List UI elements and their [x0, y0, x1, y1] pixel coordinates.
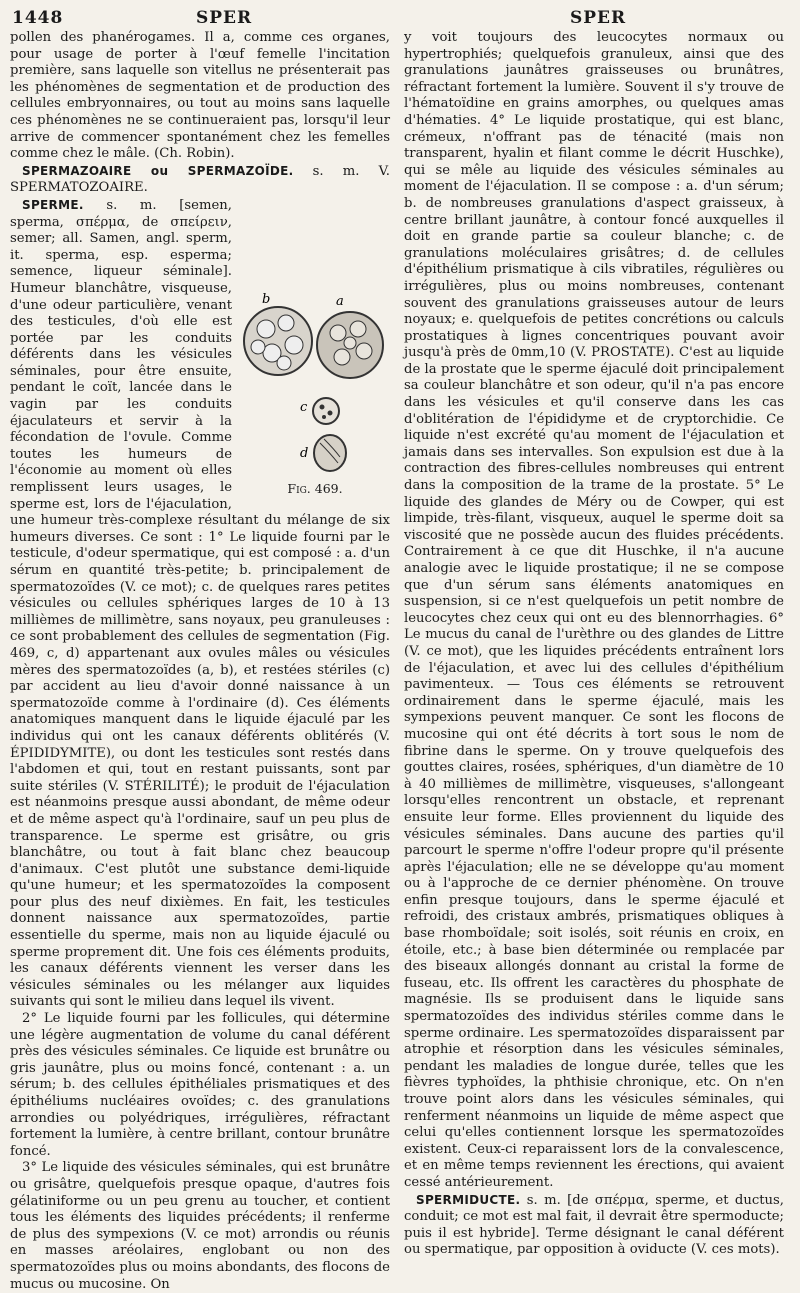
headword: SPERME.: [22, 197, 84, 212]
left-column: [10, 30, 390, 1292]
continuation-paragraph: pollen des phanérogames. Il a, comme ces organes, pour usage de porter à l'œuf femelle l'incitation première, sans laquelle son vitellus ne présenterait pas les phénomènes de segmentation et de production des cellules embryonnaires, ou tout au moins sans laquelle ces phénomènes ne se continueraient pas, lorsqu'il leur arrive de commencer spontanément chez les femelles comme chez le mâle. (Ch. Robin).: [10, 30, 390, 162]
right-column: [404, 30, 784, 1258]
headword: SPERMAZOAIRE ou SPERMAZOÏDE.: [22, 163, 294, 178]
cell-illustration: [240, 293, 390, 479]
cell-c: [313, 398, 339, 424]
entry-body: s. m. [semen, sperma, σπέρμα, de σπείρειν, semer; all. Samen, angl. sperm, it. sperma, esp. esperma; semence, liqueur séminale]. Humeur blanchâtre, visqueuse, d'une odeur particulière, venant des testicules, d'où elle est portée par les conduits déférents dans les vésicules séminales, pour être ensuite, pendant le coït, lancée dans le vagin par les conduits éjaculateurs et servir à la fécondation de l'ovule. Comme toutes les humeurs de l'économie au moment où elles remplissent leurs usages, le sperme est, lors de l'éjaculation, une humeur très-complexe résultant du mélange de six humeurs diverses. Ce sont : 1° Le liquide fourni par le testicule, d'odeur spermatique, qui est composé : a. d'un sérum en quantité très-petite; b. principalement de spermatozoïdes (V. ce mot); c. de quelques rares petites vésicules ou cellules sphériques larges de 10 à 13 millièmes de millimètre, sans noyaux, peu granuleuses : ce sont probablement des cellules de segmentation (Fig. 469, c, d) appartenant aux ovules mâles ou vésicules mères des spermatozoïdes (a, b), et restées stériles (c) par accident au lieu d'avoir donné naissance à un spermatozoïde comme à l'ordinaire (d). Ces éléments anatomiques manquent dans le liquide éjaculé par les individus qui ont les canaux déférents oblitérés (V. ÉPIDIDYMITE), ou dont les testicules sont restés dans l'abdomen et qui, tout en restant puissants, sont par suite stériles (V. STÉRILITÉ); le produit de l'éjaculation est néanmoins presque aussi abondant, de même odeur et de même aspect qu'à l'ordinaire, sauf un peu plus de transparence. Le sperme est grisâtre, ou gris blanchâtre, ou tout à fait blanc chez beaucoup d'animaux. C'est plutôt une substance demi-liquide qu'une humeur; et les spermatozoïdes la composent pour plus des neuf dixièmes. En fait, les testicules donnent naissance aux spermatozoïdes, partie essentielle du sperme, mais non au liquide éjaculé ou sperme proprement dit. Une fois ces éléments produits, les canaux déférents viennent les verser dans les vésicules séminales ou les mélanger aux liquides suivants qui sont le milieu dans lequel ils vivent.: [10, 197, 390, 1010]
headword: SPERMIDUCTE.: [416, 1192, 521, 1207]
paragraph-vesicules: 3° Le liquide des vésicules séminales, qui est brunâtre ou grisâtre, quelquefois presque opaque, d'autres fois gélatiniforme ou un peu grenu au toucher, et contient tous les éléments des liquides précédents; il renferme de plus des sympexions (V. ce mot) arrondis ou réunis en masses aréolaires, englobant ou non des spermatozoïdes plus ou moins abondants, des flocons de mucus ou mucosine. On: [10, 1160, 390, 1292]
figure-469: [240, 293, 390, 503]
paragraph-follicules: 2° Le liquide fourni par les follicules, qui détermine une légère augmentation de volume du canal déférent près des vésicules séminales. Ce liquide est brunâtre ou gris jaunâtre, plus ou moins foncé, contenant : a. un sérum; b. des cellules épithéliales prismatiques et des épithéliums nucléaires ovoïdes; c. des granulations arrondies ou polyédriques, irrégulières, réfractant fortement la lumière, à centre brillant, contour brunâtre foncé.: [10, 1011, 390, 1159]
cell-d: [314, 435, 346, 471]
continuation-paragraph: y voit toujours des leucocytes normaux ou hypertrophiés; quelquefois granuleux, ainsi que des granulations jaunâtres graisseuses ou brunâtres, réfractant fortement la lumière. Souvent il s'y trouve de l'hématoïdine en grains amorphes, ou quelques amas d'hématies. 4° Le liquide prostatique, qui est blanc, crémeux, n'offrant pas de ténacité (mais non transparent, hyalin et filant comme le décrit Huschke), qui se mêle au liquide des vésicules séminales au moment de l'éjaculation. Il se compose : a. d'un sérum; b. de nombreuses granulations d'aspect graisseux, à centre brillant jaunâtre, à contour foncé auxquelles il doit en grande partie sa couleur blanche; c. de granulations moléculaires grisâtres; d. de cellules d'épithélium prismatique à cils vibratiles, régulières ou irrégulières, plus ou moins nombreuses, contenant souvent des granulations graisseuses autour de leurs noyaux; e. quelquefois de petites concrétions ou calculs prostatiques à lignes concentriques pouvant avoir jusqu'à près de 0mm,10 (V. PROSTATE). C'est au liquide de la prostate que le sperme éjaculé doit principalement sa couleur blanchâtre et son odeur, qu'il n'a pas encore dans les vésicules et qu'il conserve dans les cas d'oblitération de l'épididyme et de cryptorchidie. Ce liquide n'est excrété qu'au moment de l'éjaculation et jamais dans ses intervalles. Son expulsion est due à la contraction des fibres-cellules nombreuses qui entrent dans la composition de la trame de la prostate. 5° Le liquide des glandes de Méry ou de Cowper, qui est limpide, très-filant, visqueux, auquel le sperme doit sa viscosité que ne possède aucun des fluides précédents. Contrairement à ce que dit Huschke, il n'a aucune analogie avec le liquide prostatique; il ne se compose que d'un sérum sans éléments anatomiques en suspension, si ce n'est quelquefois un petit nombre de leucocytes chez ceux qui ont eu des blennorrhagies. 6° Le mucus du canal de l'urèthre ou des glandes de Littre (V. ce mot), que les liquides précédents entraînent lors de l'éjaculation, et avec lui des cellules d'épithélium pavimenteux. — Tous ces éléments se retrouvent ordinairement dans le sperme éjaculé, mais les sympexions peuvent manquer. Ce sont les flocons de mucosine qui ont été décrits à tort sous le nom de fibrine dans le sperme. On y trouve quelquefois des gouttes claires, rosées, sphériques, d'un diamètre de 10 à 40 millièmes de millimètre, visqueuses, s'allongeant lorsqu'elles rencontrent un obstacle, et reprenant ensuite leur forme. Elles proviennent du liquide des vésicules séminales. Dans aucune des parties qu'il parcourt le sperme n'offre l'odeur propre qu'il présente après l'éjaculation; elle ne se développe qu'au moment ou à l'approche de ce dernier phénomène. On trouve enfin presque toujours, dans le sperme éjaculé et refroidi, des cristaux ambrés, prismatiques obliques à base rhomboïdale; soit isolés, soit réunis en croix, en étoile, etc.; à base bien déterminée ou remplacée par des biseaux allongés donnant au cristal la forme de fuseau, etc. Ils offrent les caractères du phosphate de magnésie. Ils se produisent dans le liquide sans spermatozoïdes des individus stériles comme dans le sperme ordinaire. Les spermatozoïdes disparaissent par atrophie et résorption dans les vésicules séminales, pendant les maladies de longue durée, telles que les fièvres typhoïdes, la phthisie chronique, etc. On n'en trouve point alors dans les vésicules séminales, qui renferment néanmoins un liquide de même aspect que celui qu'elles contiennent lorsque les spermatozoïdes existent. Ceux-ci reparaissent lors de la convalescence, et en même temps reviennent les érections, qui avaient cessé antérieurement.: [404, 30, 784, 1190]
label-b: b: [262, 291, 271, 307]
running-head-left: SPER: [196, 8, 253, 28]
entry-body: s. m. [de σπέρμα, sperme, et ductus, conduit; ce mot est mal fait, il devrait être spermoducte; puis il est hybride]. Terme désignant le canal déférent ou spermatique, par opposition à oviducte (V. ces mots).: [404, 1192, 784, 1258]
running-head-right: SPER: [570, 8, 627, 28]
page-number: 1448: [12, 8, 64, 28]
entry-spermazoaire: [10, 163, 390, 197]
text-columns: [10, 30, 792, 1292]
entry-spermiducte: [404, 1192, 784, 1259]
label-a: a: [336, 293, 344, 309]
label-c: c: [300, 399, 308, 415]
page-header: [10, 4, 792, 30]
figure-caption: Fig. 469.: [287, 480, 343, 496]
cell-b: [244, 307, 312, 375]
cell-a: [317, 312, 383, 378]
entry-body: s. m. V. SPERMATOZOAIRE.: [10, 163, 390, 196]
label-d: d: [300, 445, 309, 461]
